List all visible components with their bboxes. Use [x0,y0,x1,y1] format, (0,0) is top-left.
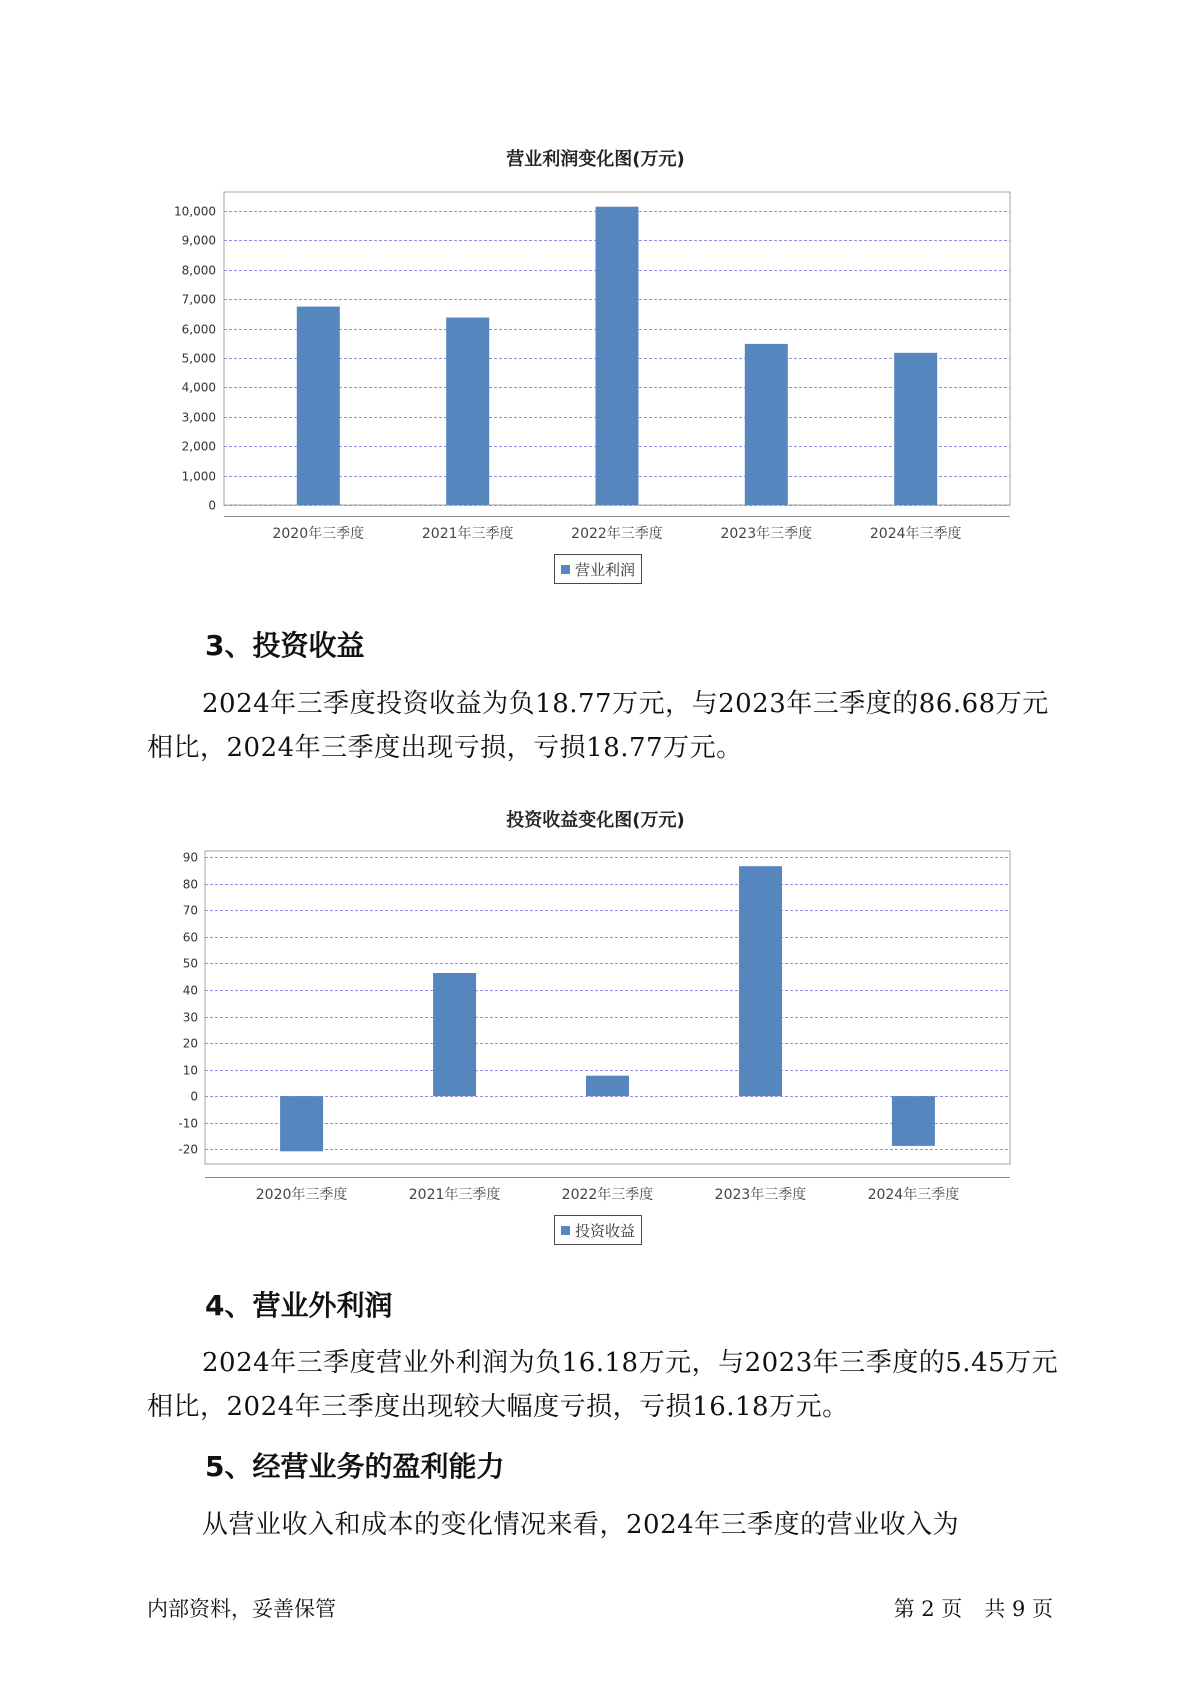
y-tick-label: 10,000 [174,204,216,219]
y-tick-label: 7,000 [181,292,216,307]
bar [739,866,782,1096]
y-tick-label: 50 [182,956,198,971]
y-tick-label: 4,000 [181,380,216,395]
legend-label: 营业利润 [574,560,636,579]
y-tick-label: 0 [208,498,216,513]
operating-profit-chart-title: 营业利润变化图(万元) [506,149,685,170]
footer-confidential-note: 内部资料，妥善保管 [147,1597,336,1621]
bar [433,973,476,1096]
x-tick-label: 2020年三季度 [255,1187,348,1203]
bar [894,353,937,505]
investment-income-chart-title: 投资收益变化图(万元) [506,810,685,831]
bar [745,344,788,505]
x-tick-label: 2021年三季度 [421,526,514,542]
legend-swatch-square-icon [561,1226,570,1235]
y-tick-label: 10 [182,1063,198,1078]
plot-area [205,851,1010,1164]
y-tick-label: 60 [182,930,198,945]
y-tick-label: 20 [182,1036,198,1051]
y-tick-label: 6,000 [181,322,216,337]
bar-chart-2 [178,851,1010,1204]
section-heading-investment-income: 3、投资收益 [205,629,365,662]
paragraph-line: 从营业收入和成本的变化情况来看，2024年三季度的营业收入为 [202,1510,960,1540]
legend-swatch-square-icon [561,565,570,574]
bar-chart-1 [174,192,1010,542]
investment-income-legend [554,1215,642,1245]
x-tick-label: 2023年三季度 [714,1187,807,1203]
y-tick-label: 2,000 [181,439,216,454]
legend-label: 投资收益 [574,1221,636,1240]
section-heading-operating-profitability: 5、经营业务的盈利能力 [205,1450,505,1483]
y-tick-label: -10 [178,1116,198,1131]
x-tick-label: 2021年三季度 [408,1187,501,1203]
bar [596,207,639,505]
operating-profit-legend [554,554,642,584]
page-current: 第 2 页 [893,1597,963,1621]
y-tick-label: 5,000 [181,351,216,366]
paragraph-line: 2024年三季度营业外利润为负16.18万元，与2023年三季度的5.45万元 [202,1348,1059,1378]
x-tick-label: 2024年三季度 [869,526,962,542]
page-total: 共 9 页 [984,1597,1053,1621]
y-tick-label: 40 [182,983,198,998]
bar [446,318,489,506]
x-tick-label: 2022年三季度 [561,1187,654,1203]
y-tick-label: 30 [182,1010,198,1025]
y-tick-label: 70 [182,903,198,918]
x-tick-label: 2020年三季度 [272,526,365,542]
footer-page-number [894,1597,1053,1621]
y-tick-label: 0 [190,1089,198,1104]
y-tick-label: 80 [182,877,198,892]
paragraph-line: 相比，2024年三季度出现亏损，亏损18.77万元。 [147,733,743,763]
x-tick-label: 2022年三季度 [571,526,663,542]
y-tick-label: 3,000 [181,410,216,425]
bar [892,1096,935,1146]
paragraph-line: 2024年三季度投资收益为负18.77万元，与2023年三季度的86.68万元 [202,689,1049,719]
bar [280,1096,323,1151]
y-tick-label: 8,000 [181,263,216,278]
section-heading-non-operating-profit: 4、营业外利润 [205,1289,393,1322]
y-tick-label: 9,000 [181,233,216,248]
x-tick-label: 2024年三季度 [867,1187,960,1203]
paragraph-line: 相比，2024年三季度出现较大幅度亏损，亏损16.18万元。 [147,1392,849,1422]
bar [586,1076,629,1096]
y-tick-label: 90 [182,850,198,865]
bar [297,307,340,505]
y-tick-label: 1,000 [181,469,216,484]
x-tick-label: 2023年三季度 [720,526,813,542]
y-tick-label: -20 [178,1142,198,1157]
